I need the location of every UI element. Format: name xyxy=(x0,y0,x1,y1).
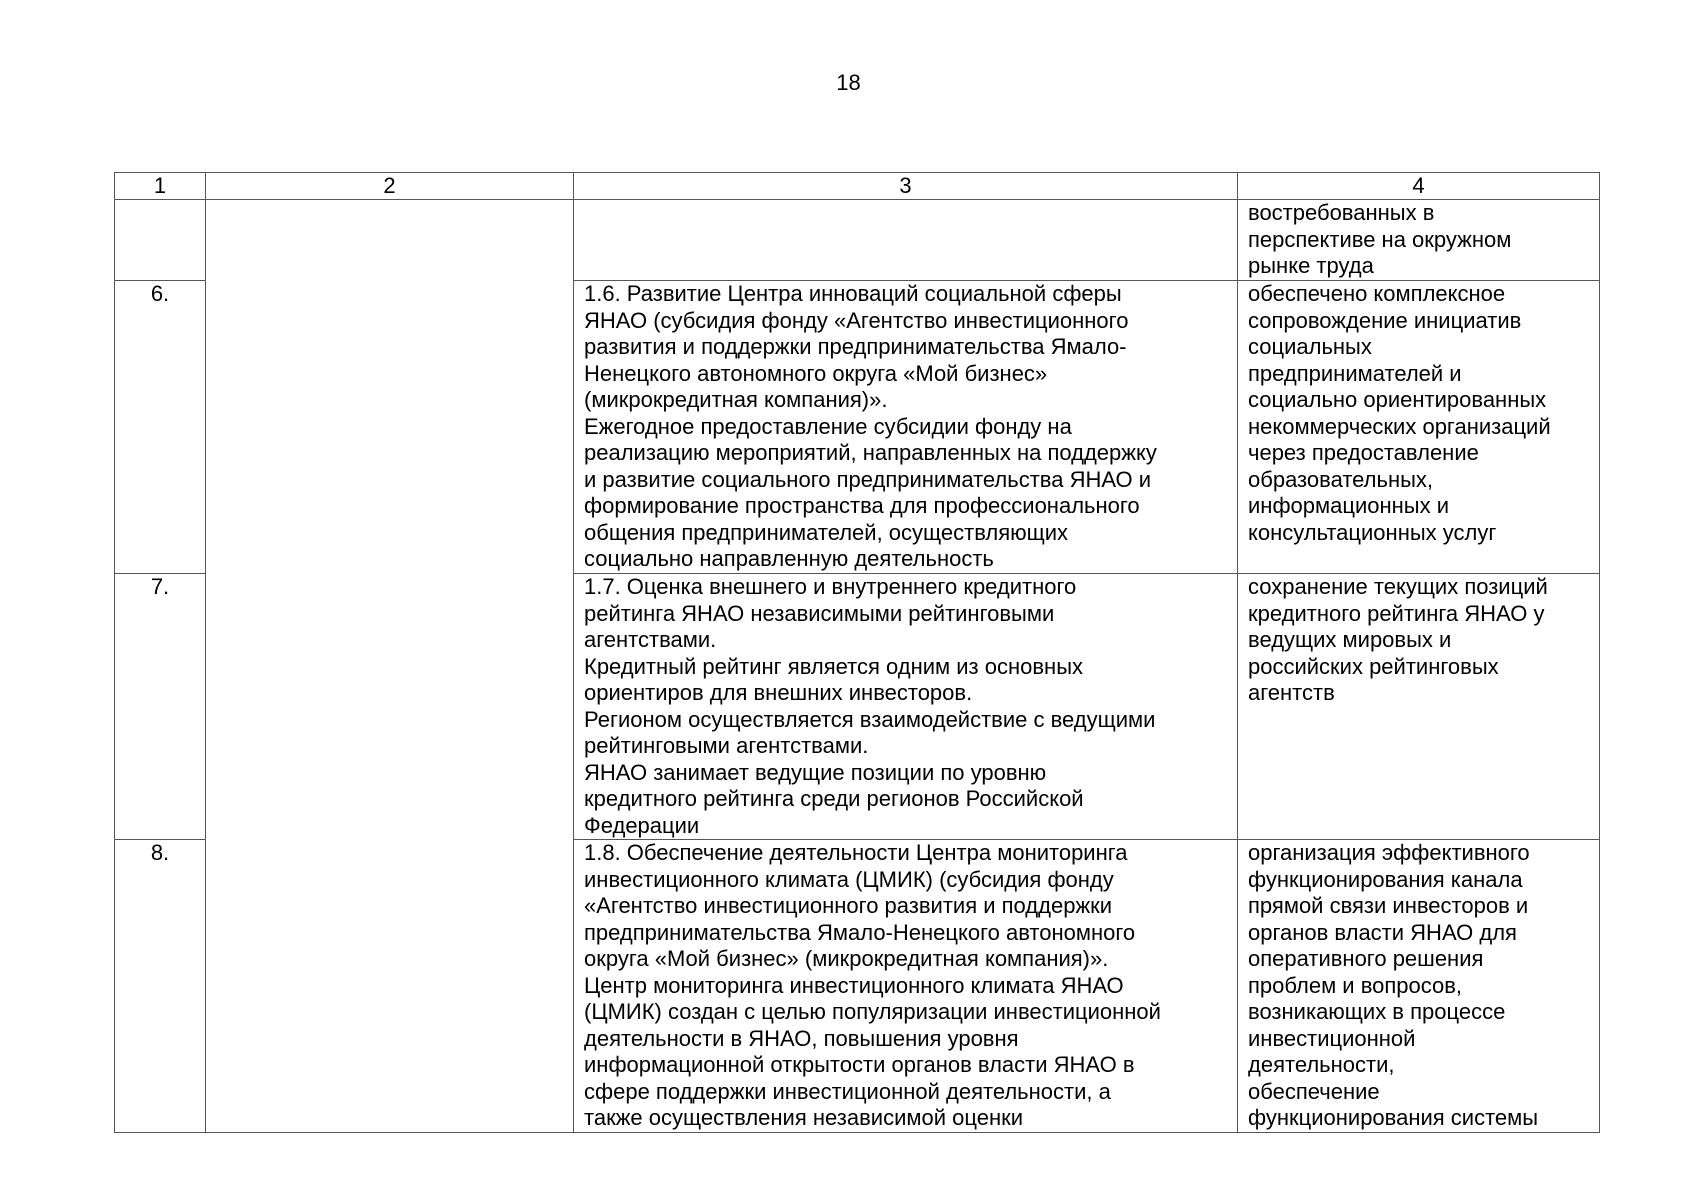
text-line: развития и поддержки предпринимательства Ямало- xyxy=(584,334,1127,359)
text-line: деятельности, xyxy=(1248,1052,1395,1077)
text-line: инвестиционного климата (ЦМИК) (субсидия фонду xyxy=(584,866,1114,892)
text-line: предпринимательства Ямало-Ненецкого автономного xyxy=(584,919,1136,945)
header-col-1: 1 xyxy=(115,173,206,200)
text-line: агентствами. xyxy=(584,627,717,652)
text-line: предпринимателей и xyxy=(1248,360,1462,386)
text-line: Кредитный рейтинг является одним из основных xyxy=(584,653,1084,679)
text-line: кредитного рейтинга ЯНАО у xyxy=(1248,600,1545,626)
text-line: (ЦМИК) создан с целью популяризации инвестиционной xyxy=(584,999,1161,1024)
text-line: обеспечение xyxy=(1248,1078,1380,1104)
text-line: округа «Мой бизнес» (микрокредитная компания)». xyxy=(584,946,1109,971)
header-col-4: 4 xyxy=(1238,173,1600,200)
text-line: ведущих мировых и xyxy=(1248,627,1452,652)
text-line: обеспечено комплексное xyxy=(1248,281,1506,306)
column-2-merged-cell xyxy=(206,200,574,1133)
text-line: также осуществления независимой оценки xyxy=(584,1105,1024,1130)
table-row xyxy=(115,200,1600,281)
expected-result xyxy=(1238,281,1600,574)
text-line: некоммерческих организаций xyxy=(1248,413,1551,439)
text-line: Ненецкого автономного округа «Мой бизнес» xyxy=(584,360,1048,386)
text-line: Федерации xyxy=(584,812,700,838)
text-line: формирование пространства для профессионального xyxy=(584,493,1140,518)
text-line: ориентиров для внешних инвесторов. xyxy=(584,680,973,705)
text-line: деятельности в ЯНАО, повышения уровня xyxy=(584,1025,1019,1051)
text-line: ЯНАО (субсидия фонду «Агентство инвестиционного xyxy=(584,307,1129,333)
measure-description xyxy=(574,574,1238,840)
text-line: сохранение текущих позиций xyxy=(1248,574,1548,599)
header-col-2: 2 xyxy=(206,173,574,200)
text-line: рейтинговыми агентствами. xyxy=(584,733,869,758)
row-number: 6. xyxy=(115,281,206,574)
text-line: сопровождение инициатив xyxy=(1248,307,1522,333)
text-line: социальных xyxy=(1248,334,1372,359)
header-col-3: 3 xyxy=(574,173,1238,200)
text-line: Регионом осуществляется взаимодействие с ведущими xyxy=(584,706,1156,732)
text-line: информационных и xyxy=(1248,493,1450,518)
text-line: российских рейтинговых xyxy=(1248,653,1499,679)
text-line: общения предпринимателей, осуществляющих xyxy=(584,519,1069,545)
text-line: социально ориентированных xyxy=(1248,387,1547,412)
text-line: возникающих в процессе xyxy=(1248,999,1506,1024)
text-line: 1.6. Развитие Центра инноваций социальной сферы xyxy=(584,281,1122,306)
page-number: 18 xyxy=(836,70,861,95)
expected-result xyxy=(1238,840,1600,1133)
text-line: реализацию мероприятий, направленных на поддержку xyxy=(584,440,1157,465)
text-line: и развитие социального предпринимательства ЯНАО и xyxy=(584,466,1152,492)
text-line: Центр мониторинга инвестиционного климата ЯНАО xyxy=(584,972,1124,998)
text-line: социально направленную деятельность xyxy=(584,546,994,571)
text-line: перспективе на окружном xyxy=(1248,226,1512,252)
text-line: инвестиционной xyxy=(1248,1025,1416,1051)
text-line: рынке труда xyxy=(1248,253,1374,278)
row-number: 8. xyxy=(115,840,206,1133)
text-line: образовательных, xyxy=(1248,466,1434,492)
expected-result xyxy=(1238,574,1600,840)
text-line: через предоставление xyxy=(1248,440,1479,465)
text-line: консультационных услуг xyxy=(1248,519,1497,545)
text-line: сфере поддержки инвестиционной деятельности, а xyxy=(584,1078,1111,1104)
expected-result xyxy=(1238,200,1600,281)
text-line: (микрокредитная компания)». xyxy=(584,387,888,412)
text-line: востребованных в xyxy=(1248,200,1435,225)
measures-table xyxy=(114,172,1600,1133)
measure-description xyxy=(574,281,1238,574)
text-line: 1.7. Оценка внешнего и внутреннего кредитного xyxy=(584,574,1077,599)
text-line: «Агентство инвестиционного развития и поддержки xyxy=(584,893,1113,918)
text-line: организация эффективного xyxy=(1248,840,1530,865)
text-line: оперативного решения xyxy=(1248,946,1484,971)
text-line: кредитного рейтинга среди регионов Российской xyxy=(584,786,1084,811)
measure-description xyxy=(574,200,1238,281)
row-number xyxy=(115,200,206,281)
text-line: ЯНАО занимает ведущие позиции по уровню xyxy=(584,759,1047,785)
text-line: Ежегодное предоставление субсидии фонду на xyxy=(584,413,1072,439)
text-line: органов власти ЯНАО для xyxy=(1248,919,1517,945)
text-line: функционирования канала xyxy=(1248,866,1523,892)
text-line: информационной открытости органов власти ЯНАО в xyxy=(584,1052,1135,1077)
row-number: 7. xyxy=(115,574,206,840)
text-line: проблем и вопросов, xyxy=(1248,972,1463,998)
text-line: функционирования системы xyxy=(1248,1105,1539,1130)
table-header-row xyxy=(115,173,1600,200)
text-line: прямой связи инвесторов и xyxy=(1248,893,1529,918)
measure-description xyxy=(574,840,1238,1133)
text-line: агентств xyxy=(1248,680,1335,705)
text-line: рейтинга ЯНАО независимыми рейтинговыми xyxy=(584,600,1055,626)
text-line: 1.8. Обеспечение деятельности Центра мониторинга xyxy=(584,840,1128,865)
